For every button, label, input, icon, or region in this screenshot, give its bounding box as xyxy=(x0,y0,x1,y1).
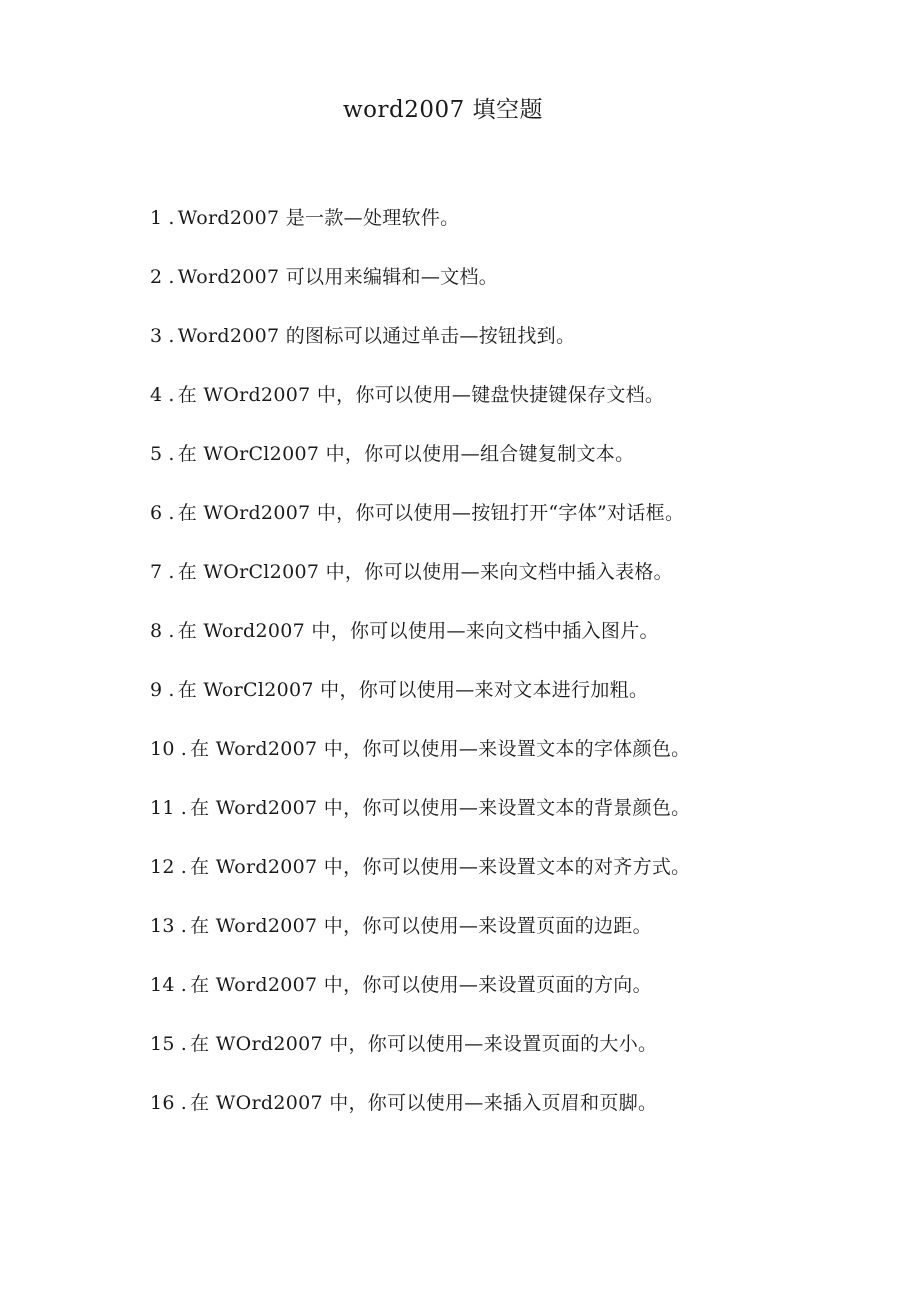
question-separator: . xyxy=(180,738,188,760)
question-item xyxy=(150,613,690,672)
question-separator: . xyxy=(180,1092,188,1114)
question-item xyxy=(150,790,690,849)
question-number: 6 xyxy=(150,502,163,524)
question-separator: . xyxy=(168,561,175,583)
question-number: 14 xyxy=(150,974,175,996)
question-separator: . xyxy=(180,974,188,996)
question-number: 1 xyxy=(150,207,163,229)
question-text: 在 Word2007 中，你可以使用—来设置文本的背景颜色。 xyxy=(190,797,691,819)
question-text: 在 WOrd2007 中，你可以使用—来设置页面的大小。 xyxy=(190,1033,658,1055)
question-number: 10 xyxy=(150,738,175,760)
question-separator: . xyxy=(168,502,175,524)
question-item xyxy=(150,436,690,495)
question-number: 9 xyxy=(150,679,163,701)
question-number: 16 xyxy=(150,1092,175,1114)
question-separator: . xyxy=(168,679,175,701)
question-text: 在 WOrCl2007 中，你可以使用—来向文档中插入表格。 xyxy=(177,561,673,583)
question-text: 在 WOrCl2007 中，你可以使用—组合键复制文本。 xyxy=(177,443,635,465)
question-number: 15 xyxy=(150,1033,175,1055)
question-text: 在 WOrd2007 中，你可以使用—来插入页眉和页脚。 xyxy=(190,1092,658,1114)
question-number: 12 xyxy=(150,856,175,878)
question-list xyxy=(150,200,690,1144)
question-text: 在 Word2007 中，你可以使用—来设置页面的方向。 xyxy=(190,974,652,996)
question-item xyxy=(150,554,690,613)
question-item xyxy=(150,377,690,436)
question-number: 11 xyxy=(150,797,175,819)
question-text: 在 Word2007 中，你可以使用—来向文档中插入图片。 xyxy=(177,620,659,642)
question-separator: . xyxy=(168,384,175,406)
question-number: 2 xyxy=(150,266,163,288)
question-separator: . xyxy=(180,1033,188,1055)
question-number: 3 xyxy=(150,325,163,347)
question-number: 7 xyxy=(150,561,163,583)
question-item xyxy=(150,318,690,377)
question-separator: . xyxy=(180,797,188,819)
question-item xyxy=(150,1026,690,1085)
question-number: 4 xyxy=(150,384,163,406)
question-item xyxy=(150,908,690,967)
question-number: 13 xyxy=(150,915,175,937)
question-text: 在 Word2007 中，你可以使用—来设置文本的对齐方式。 xyxy=(190,856,691,878)
question-number: 5 xyxy=(150,443,163,465)
question-separator: . xyxy=(180,856,188,878)
question-text: Word2007 的图标可以通过单击—按钮找到。 xyxy=(177,325,576,347)
question-item xyxy=(150,849,690,908)
question-separator: . xyxy=(168,325,175,347)
question-separator: . xyxy=(168,443,175,465)
question-text: Word2007 可以用来编辑和—文档。 xyxy=(177,266,499,288)
question-separator: . xyxy=(168,620,175,642)
question-text: 在 Word2007 中，你可以使用—来设置文本的字体颜色。 xyxy=(190,738,691,760)
question-item xyxy=(150,967,690,1026)
question-item xyxy=(150,731,690,790)
question-text: Word2007 是一款—处理软件。 xyxy=(177,207,460,229)
question-item xyxy=(150,495,690,554)
question-text: 在 WOrd2007 中，你可以使用—键盘快捷键保存文档。 xyxy=(177,384,665,406)
question-item xyxy=(150,200,690,259)
question-item xyxy=(150,672,690,731)
document-title: word2007 填空题 xyxy=(342,97,544,123)
question-separator: . xyxy=(180,915,188,937)
question-text: 在 WorCl2007 中，你可以使用—来对文本进行加粗。 xyxy=(177,679,649,701)
question-item xyxy=(150,1085,690,1144)
question-item xyxy=(150,259,690,318)
question-number: 8 xyxy=(150,620,163,642)
question-text: 在 Word2007 中，你可以使用—来设置页面的边距。 xyxy=(190,915,652,937)
question-text: 在 WOrd2007 中，你可以使用—按钮打开“字体”对话框。 xyxy=(177,502,685,524)
question-separator: . xyxy=(168,266,175,288)
question-separator: . xyxy=(168,207,175,229)
